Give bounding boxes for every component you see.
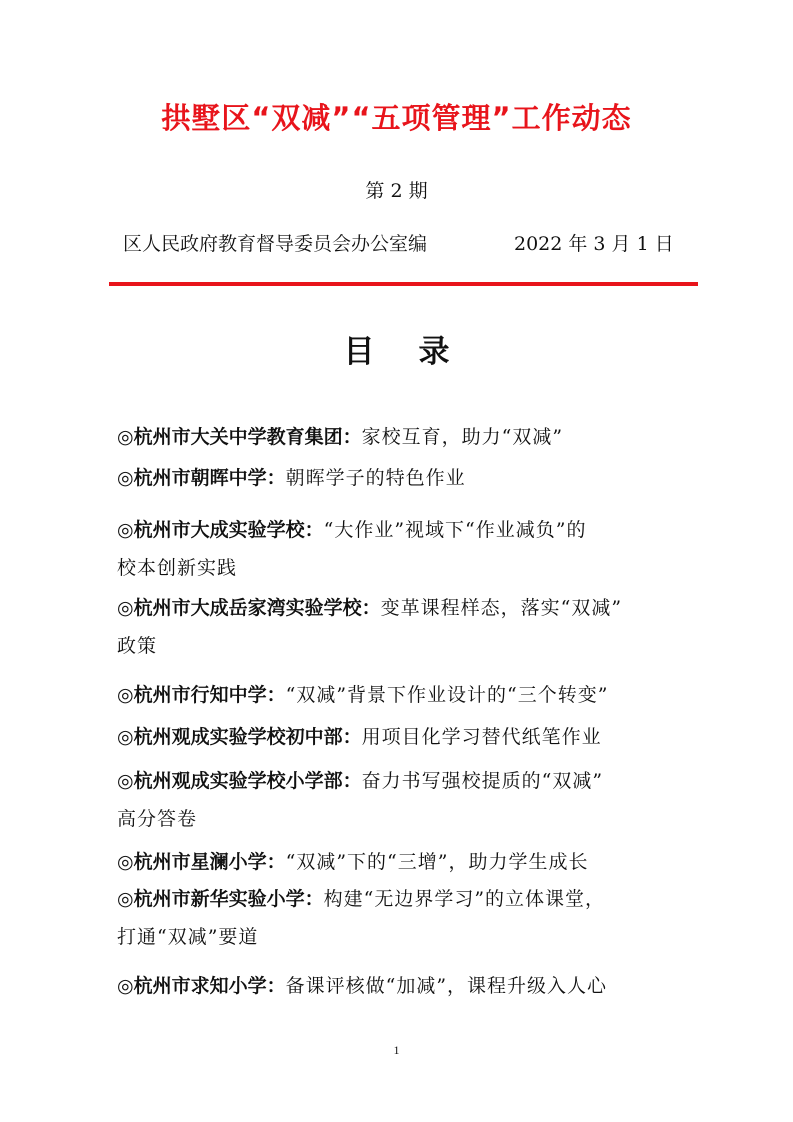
toc-entry-topic: “大作业”视域下“作业减负”的 (323, 519, 587, 541)
bullet-icon: ◎ (117, 426, 134, 448)
toc-entry-school: 杭州市行知中学： (133, 684, 286, 706)
toc-entry-school: 杭州市大成实验学校： (133, 519, 324, 541)
bullet-icon: ◎ (117, 888, 134, 910)
toc-entry-school: 杭州观成实验学校初中部： (133, 726, 362, 748)
bullet-icon: ◎ (117, 975, 134, 997)
toc-entry-topic: 家校互育，助力“双减” (361, 426, 564, 448)
toc-entry-school: 杭州市大关中学教育集团： (133, 426, 362, 448)
toc-entry-topic: 奋力书写强校提质的“双减” (361, 770, 604, 792)
toc-entry-topic-continued: 打通“双减”要道 (117, 926, 259, 948)
publish-date: 2022 年 3 月 1 日 (514, 233, 674, 255)
toc-entry[interactable] (117, 967, 677, 1005)
red-divider (109, 282, 698, 286)
toc-entry-topic: 变革课程样态，落实“双减” (380, 597, 623, 619)
toc-entry-topic: 用项目化学习替代纸笔作业 (361, 726, 602, 748)
toc-entry[interactable] (117, 880, 677, 956)
bullet-icon: ◎ (117, 851, 134, 873)
toc-heading: 目录 (343, 334, 494, 370)
issue-number: 第 2 期 (365, 180, 428, 202)
toc-entry-topic: “双减”下的“三增”，助力学生成长 (285, 851, 589, 873)
bullet-icon: ◎ (117, 684, 134, 706)
bullet-icon: ◎ (117, 519, 134, 541)
toc-entry-school: 杭州观成实验学校小学部： (133, 770, 362, 792)
bullet-icon: ◎ (117, 770, 134, 792)
toc-entry[interactable] (117, 718, 677, 756)
toc-entry-topic-continued: 高分答卷 (117, 808, 198, 830)
toc-entry-school: 杭州市朝晖中学： (133, 467, 286, 489)
toc-entry-school: 杭州市大成岳家湾实验学校： (133, 597, 381, 619)
toc-entry[interactable] (117, 762, 677, 838)
toc-entry-school: 杭州市星澜小学： (133, 851, 286, 873)
toc-entry[interactable] (117, 676, 677, 714)
bullet-icon: ◎ (117, 597, 134, 619)
toc-entry[interactable] (117, 459, 677, 497)
bullet-icon: ◎ (117, 726, 134, 748)
toc-entry-school: 杭州市新华实验小学： (133, 888, 324, 910)
toc-entry[interactable] (117, 418, 677, 456)
bullet-icon: ◎ (117, 467, 134, 489)
toc-entry-topic: 构建“无边界学习”的立体课堂， (323, 888, 606, 910)
document-title: 拱墅区“双减”“五项管理”工作动态 (161, 101, 632, 135)
toc-entry-topic: 朝晖学子的特色作业 (285, 467, 466, 489)
page-number: 1 (393, 1043, 400, 1057)
toc-entry[interactable] (117, 843, 677, 881)
toc-entry-topic-continued: 校本创新实践 (117, 557, 238, 579)
toc-entry[interactable] (117, 589, 677, 665)
toc-entry-topic-continued: 政策 (117, 635, 158, 657)
toc-entry-topic: 备课评核做“加减”，课程升级入人心 (285, 975, 608, 997)
publisher: 区人民政府教育督导委员会办公室编 (123, 233, 428, 255)
toc-entry-school: 杭州市求知小学： (133, 975, 286, 997)
toc-entry-topic: “双减”背景下作业设计的“三个转变” (285, 684, 609, 706)
toc-entry[interactable] (117, 511, 677, 587)
